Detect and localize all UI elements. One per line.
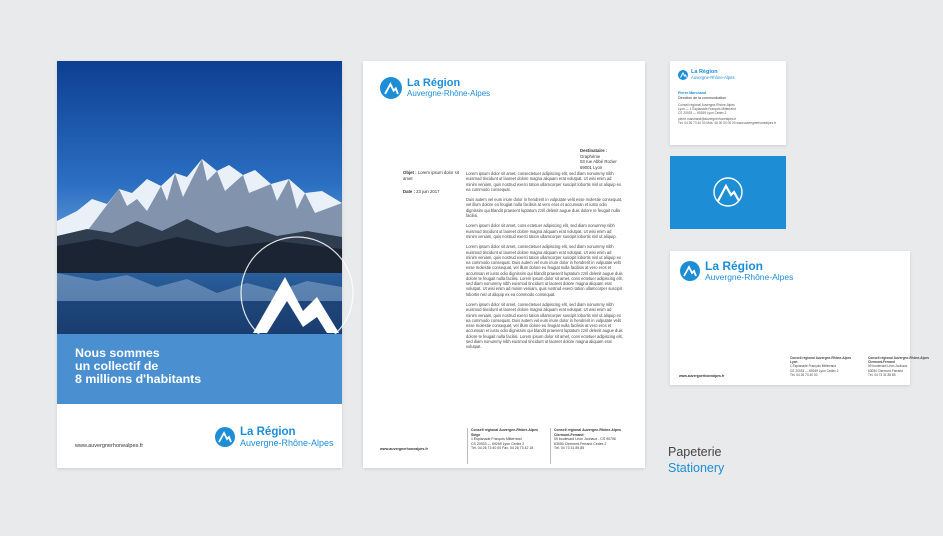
- logo-subtitle: Auvergne-Rhône-Alpes: [407, 89, 491, 99]
- envelope-address-lyon: [790, 356, 865, 377]
- region-logo: [215, 426, 334, 448]
- region-mark-icon: [678, 70, 688, 80]
- caption-english: Stationery: [668, 461, 725, 475]
- logo-title: La Région: [691, 69, 718, 75]
- footer-line: Lyon: [790, 360, 798, 365]
- object-text: Lorem ipsum dolor sit amet: [403, 170, 459, 181]
- recipient-block: [580, 148, 617, 170]
- card-address-line: Lyon — 1 Esplanade François Mitterrand: [678, 107, 736, 112]
- caption: [668, 444, 724, 476]
- body-paragraph: Lorem ipsum dolor sit amet, consectetuer adipiscing elit, sed diam nonummy nibh euismod tincidunt ut laoreet dolore magna aliquam erat volutpat. Ut wisi enim ad minim veniam, quis nostrud exerci tation ullamcorper suscipit lobortis nisl ut aliquip ex ea commodo consequat. Duis autem vel eum iriure dolor in hendrerit in vulputate velit esse molestie consequat, vel illum dolore eu feugiat nulla facilisis at vero eros et accumsan et iusto odio dignissim qui blandit praesent luptatum zzril delenit augue duis dolore te feugait nulla facilisi. Lorem ipsum dolor sit amet, cons ectetuer adipiscing elit, sed diam nonummy nibh euismod tincidunt ut laoreet dolore magna aliquam erat volutpat.: [466, 302, 623, 349]
- footer-line: Tél. 04 73 31 85 85: [868, 372, 896, 377]
- footer-line: 63050 Clermont-Ferrand Cedex 2: [554, 441, 607, 446]
- body-paragraph: Lorem ipsum dolor sit amet, cons ectetuer adipiscing elit, sed diam nonummy nibh euismod tincidunt ut laoreet dolore magna aliquam erat volutpat. Ut wisi enim ad minim veniam, quis nostrud exerci tation ullamcorper suscipit lobortis nisl ut aliquip.: [466, 223, 617, 239]
- footer-line: Tél. 04 73 31 85 85: [554, 446, 585, 451]
- business-card-back: [670, 156, 786, 229]
- recipient-line: 69001 Lyon: [580, 164, 603, 170]
- footer-line: Conseil régional Auvergne-Rhône-Alpes: [868, 356, 929, 360]
- card-name: Pierre Marchand: [678, 91, 707, 95]
- footer-address-lyon: [467, 428, 551, 464]
- logo-title: La Région: [407, 76, 461, 89]
- card-address-line: Conseil régional Auvergne-Rhône-Alpes: [678, 103, 735, 107]
- region-mark-icon: [670, 156, 786, 229]
- brochure-cover: [57, 61, 342, 468]
- card-role: Direction de la communication: [678, 95, 727, 100]
- logo-subtitle: Auvergne-Rhône-Alpes: [705, 271, 794, 282]
- logo-title: La Région: [705, 259, 764, 273]
- card-contact: [678, 117, 782, 125]
- region-logo: [678, 69, 735, 80]
- card-address-line: CS 20033 — 69269 Lyon Cedex 2: [678, 111, 727, 116]
- logo-subtitle: Auvergne-Rhône-Alpes: [691, 75, 735, 80]
- footer-address-clermont: [550, 428, 634, 464]
- logo-title: La Région: [240, 426, 296, 438]
- headline-line: Nous sommes: [75, 346, 160, 360]
- footer-line: Conseil régional Auvergne-Rhône-Alpes: [554, 428, 621, 432]
- letter-body: [466, 171, 623, 354]
- caption-french: Papeterie: [668, 445, 722, 459]
- headline-line: un collectif de: [75, 359, 159, 374]
- envelope: [670, 251, 929, 385]
- footer-line: 59 boulevard Léon Jouhaux: [868, 364, 908, 369]
- region-logo: [380, 77, 490, 99]
- footer-line: Conseil régional Auvergne-Rhône-Alpes: [471, 428, 538, 432]
- date-text: 23 juin 2017: [416, 189, 440, 194]
- footer-line: 1 Esplanade François Mitterrand: [471, 437, 522, 442]
- region-mark-icon: [380, 77, 402, 99]
- body-paragraph: Duis autem vel eum iriure dolor in hendrerit in vulputate velit esse molestie consequat, vel illum dolore eu feugiat nulla facilisis at vero eros et accumsan et iusto odio dignissim qui blandit praesent luptatum zzril delenit augue duis dolore te feugait nulla facilisi.: [466, 197, 623, 218]
- envelope-url: www.auvergnerhonealpes.fr: [679, 374, 725, 378]
- headline-line: 8 millions d'habitants: [75, 372, 202, 387]
- region-logo: [680, 260, 793, 282]
- footer-line: CS 20033 — 69269 Lyon Cedex 2: [790, 368, 839, 373]
- body-paragraph: Lorem ipsum dolor sit amet, consectetuer adipiscing elit, sed diam nonummy nibh euismod tincidunt ut laoreet dolore magna aliquam erat volutpat. Ut wisi enim ad minim veniam, quis nostrud exerci tation ullamcorper suscipit lobortis nisl ut aliquip ex ea commodo consequat.: [466, 171, 621, 192]
- footer-line: Tél. 04 26 73 40 00: [790, 372, 818, 377]
- envelope-address-clermont: [868, 356, 943, 377]
- business-card-front: [670, 61, 786, 145]
- recipient-label: Destinataire :: [580, 148, 608, 153]
- footer-line: Conseil régional Auvergne-Rhône-Alpes: [790, 356, 851, 360]
- letter-url: www.auvergnerhonealpes.fr: [380, 447, 428, 451]
- footer-line: CS 20033 — 69269 Lyon Cedex 2: [471, 441, 525, 446]
- footer-line: Clermont-Ferrand: [554, 432, 584, 437]
- letterhead: [363, 61, 645, 468]
- footer-line: 63050 Clermont-Ferrand: [868, 368, 903, 373]
- mountain-lake-photo: [57, 61, 342, 334]
- card-phone-line: Tél. 04 26 73 40 00 Mob. 06 00 00 00 00 www.auvergnerhonealpes.fr: [678, 121, 776, 126]
- footer-line: 59 boulevard Léon Jouhaux - CS 90706: [554, 437, 616, 442]
- logo-subtitle: Auvergne-Rhône-Alpes: [240, 438, 334, 448]
- footer-line: Tél. 04 26 73 40 00 Fax. 04 26 73 42 18: [471, 446, 534, 451]
- recipient-line: Graphème: [580, 153, 601, 159]
- object-line: [403, 170, 459, 181]
- card-email: pierre.marchand@auvergnerhonealpes.fr: [678, 117, 737, 121]
- date-label: Date :: [403, 189, 415, 194]
- recipient-line: 03 rue Abbé Rozier: [580, 159, 617, 165]
- body-paragraph: Lorem ipsum dolor sit amet, consectetuer adipiscing elit, sed diam nonummy nibh euismod tincidunt ut laoreet dolore magna aliquam erat volutpat. Ut wisi enim ad minim veniam, quis nostrud exerci tation ullamcorper suscipit lobortis nisl ut aliquip ex ea commodo consequat. Duis autem vel eum iriure dolor in hendrerit in vulputate velit esse molestie consequat, vel illum dolore eu feugiat nulla facilisis at vero eros et accumsan et iusto odio dignissim qui blandit praesent luptatum zzril delenit augue duis dolore te feugait nulla facilisi. Lorem ipsum dolor sit amet, cons ectetuer adipiscing elit, sed diam nonummy nibh euismod tincidunt ut laoreet dolore magna aliquam erat volutpat. Ut wisi enim ad minim veniam, quis nostrud exerci tation ullamcorper suscipit lobortis nisl ut aliquip ex ea commodo consequat.: [466, 244, 623, 297]
- brochure-url: www.auvergnerhonealpes.fr: [75, 443, 144, 449]
- footer-line: 1 Esplanade François Mitterrand: [790, 364, 837, 369]
- region-mark-icon: [215, 427, 235, 447]
- footer-line: Clermont-Ferrand: [868, 360, 895, 365]
- object-label: Objet :: [403, 170, 417, 175]
- footer-line: Siège: [471, 432, 481, 437]
- date-line: [403, 189, 440, 194]
- card-person: [678, 91, 726, 100]
- card-address: [678, 103, 736, 116]
- brochure-headline: [75, 347, 275, 387]
- region-mark-icon: [680, 261, 700, 281]
